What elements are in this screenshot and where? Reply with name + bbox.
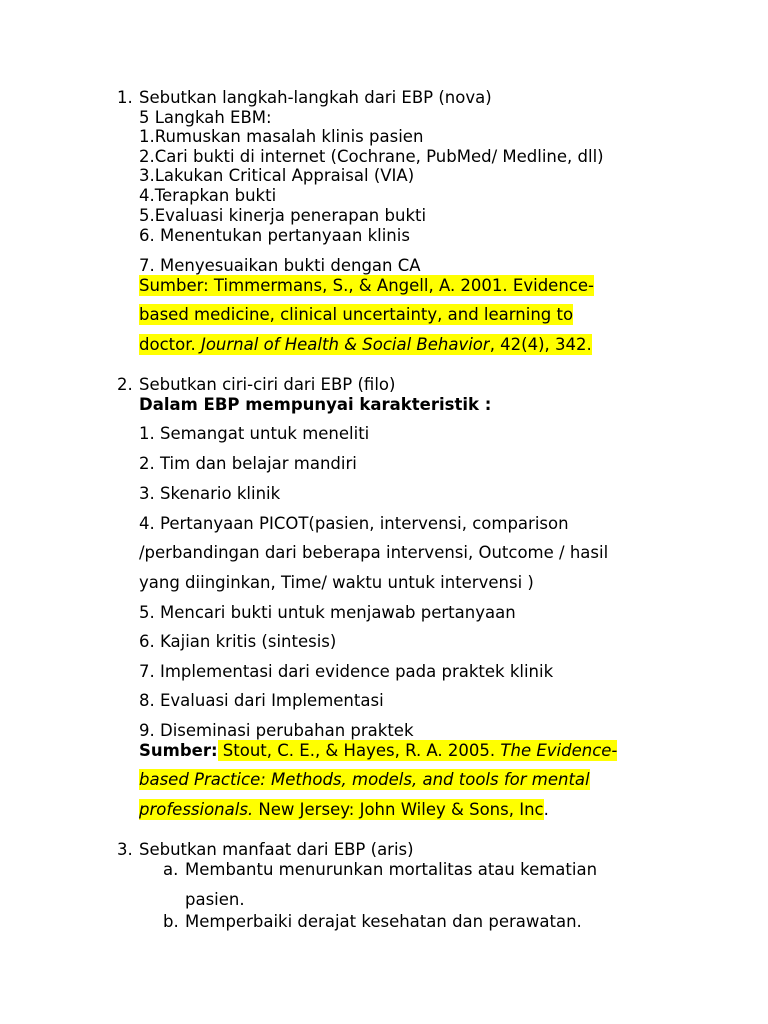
- q2-item: 6. Kajian kritis (sintesis): [139, 632, 337, 651]
- q2-source-label: Sumber:: [139, 741, 218, 760]
- q2-source-text: Stout, C. E., & Hayes, R. A. 2005.: [217, 741, 501, 760]
- q3-item-a: [163, 860, 597, 880]
- q2-source-text: New Jersey: John Wiley & Sons, Inc: [253, 800, 544, 819]
- q2-question: Sebutkan ciri-ciri dari EBP (filo): [139, 375, 396, 394]
- q2-number: 2.: [117, 375, 133, 394]
- q2-source-line-1: [139, 741, 617, 761]
- q1-heading: [117, 88, 492, 108]
- q3-number: 3.: [117, 840, 133, 859]
- q3-item-b: [163, 912, 582, 932]
- q1-question: Sebutkan langkah-langkah dari EBP (nova): [139, 88, 492, 107]
- q2-item: 3. Skenario klinik: [139, 484, 281, 503]
- q2-item: /perbandingan dari beberapa intervensi, Outcome / hasil: [139, 543, 609, 562]
- q1-step: 3.Lakukan Critical Appraisal (VIA): [139, 166, 415, 185]
- q2-source-title: based Practice: Methods, models, and tools for mental: [139, 770, 590, 789]
- q1-source-text: , 42(4), 342.: [489, 335, 592, 354]
- q1-source-journal: Journal of Health & Social Behavior: [200, 335, 490, 354]
- q2-source-title: The Evidence-: [500, 741, 618, 760]
- q1-source-line-2: [139, 305, 573, 325]
- q3-question: Sebutkan manfaat dari EBP (aris): [139, 840, 414, 859]
- q2-source-line-3: [139, 800, 549, 820]
- q1-source-line-3: [139, 335, 592, 355]
- q1-number: 1.: [117, 88, 133, 107]
- q1-source-text: doctor.: [139, 335, 201, 354]
- q2-source-end: .: [543, 800, 549, 819]
- q1-step: 5.Evaluasi kinerja penerapan bukti: [139, 206, 427, 225]
- q1-step: 4.Terapkan bukti: [139, 186, 277, 205]
- q1-step: 2.Cari bukti di internet (Cochrane, PubMed/ Medline, dll): [139, 147, 604, 166]
- q2-item: 4. Pertanyaan PICOT(pasien, intervensi, comparison: [139, 514, 569, 533]
- q3-item-text: Memperbaiki derajat kesehatan dan perawatan.: [185, 912, 582, 931]
- q3-item-marker: a.: [163, 860, 179, 879]
- q3-item-a-continuation: pasien.: [185, 890, 245, 909]
- q2-item: 8. Evaluasi dari Implementasi: [139, 691, 384, 710]
- q1-step: 1.Rumuskan masalah klinis pasien: [139, 127, 424, 146]
- q3-item-text: Membantu menurunkan mortalitas atau kematian: [185, 860, 598, 879]
- q1-source-text: based medicine, clinical uncertainty, and learning to: [139, 305, 574, 324]
- q2-item: 7. Implementasi dari evidence pada praktek klinik: [139, 662, 554, 681]
- q3-item-marker: b.: [163, 912, 179, 931]
- q1-source-line-1: [139, 276, 594, 296]
- q2-item: yang diinginkan, Time/ waktu untuk intervensi ): [139, 573, 534, 592]
- q3-heading: [117, 840, 414, 860]
- q1-source-text: Sumber: Timmermans, S., & Angell, A. 2001. Evidence-: [139, 276, 594, 295]
- q1-step: 7. Menyesuaikan bukti dengan CA: [139, 256, 421, 275]
- q2-item: 9. Diseminasi perubahan praktek: [139, 721, 414, 740]
- q2-source-line-2: [139, 770, 590, 790]
- q1-subtitle: 5 Langkah EBM:: [139, 108, 272, 127]
- q2-item: 2. Tim dan belajar mandiri: [139, 454, 357, 473]
- q1-step: 6. Menentukan pertanyaan klinis: [139, 226, 410, 245]
- q2-item: 1. Semangat untuk meneliti: [139, 424, 370, 443]
- q2-item: 5. Mencari bukti untuk menjawab pertanyaan: [139, 603, 516, 622]
- q2-source-title: professionals.: [139, 800, 254, 819]
- q2-heading: [117, 375, 395, 395]
- q2-subtitle: Dalam EBP mempunyai karakteristik :: [139, 395, 492, 414]
